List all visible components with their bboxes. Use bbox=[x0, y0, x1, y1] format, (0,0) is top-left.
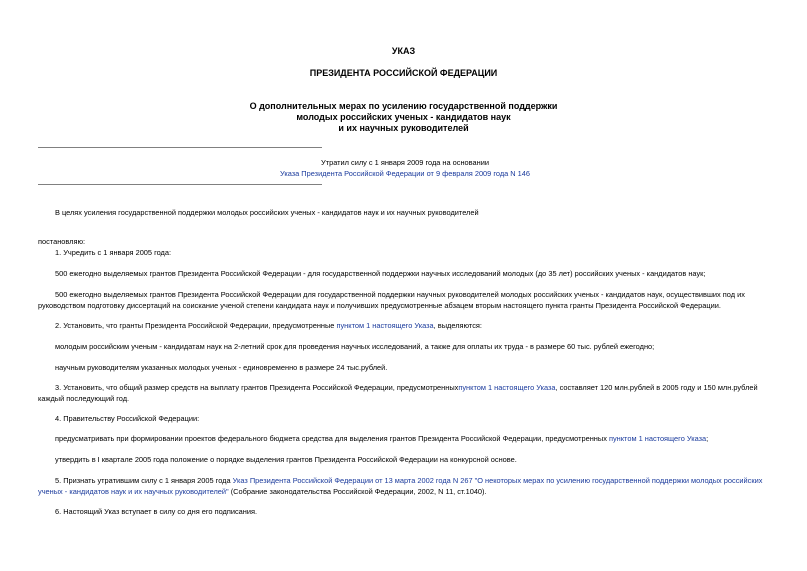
bottom-divider bbox=[38, 184, 322, 185]
paragraph-5-text-end: (Собрание законодательства Российской Федерации, 2002, N 11, ст.1040). bbox=[228, 486, 487, 496]
paragraph-4a-text-end: ; bbox=[706, 434, 709, 443]
paragraph-2-text-end: , выделяются: bbox=[433, 321, 482, 330]
status-note bbox=[250, 157, 560, 179]
intro-paragraph: В целях усиления государственной поддержки молодых российских ученых - кандидатов наук и их научных руководителей bbox=[55, 208, 479, 217]
paragraph-2b: научным руководителям указанных молодых ученых - единовременно в размере 24 тыс.рублей. bbox=[55, 363, 388, 372]
heading-line: и их научных руководителей bbox=[338, 123, 469, 133]
document-title: УКАЗ bbox=[391, 46, 416, 56]
paragraph-5-text: 5. Признать утратившим силу с 1 января 2005 года bbox=[55, 476, 233, 485]
paragraph-6: 6. Настоящий Указ вступает в силу со дня его подписания. bbox=[55, 507, 258, 516]
heading-line: О дополнительных мерах по усилению государственной поддержки bbox=[249, 101, 558, 111]
paragraph-3 bbox=[38, 383, 772, 404]
status-note-text: Утратил силу с 1 января 2009 года на основании bbox=[321, 158, 489, 167]
document-subtitle: ПРЕЗИДЕНТА РОССИЙСКОЙ ФЕДЕРАЦИИ bbox=[309, 68, 498, 78]
paragraph-4a bbox=[38, 434, 772, 445]
paragraph-5 bbox=[38, 476, 772, 497]
paragraph-4a-text: предусматривать при формировании проектов федерального бюджета средства для выделения грантов Президента Российской Федерации, предусмотренных bbox=[55, 434, 609, 443]
paragraph-3-link[interactable]: пунктом 1 настоящего Указа bbox=[458, 383, 556, 392]
paragraph-3-text-end: , составляет 120 млн.рублей в 2005 году и 150 млн.рублей каждый последующий год. bbox=[38, 383, 758, 403]
paragraph-1: 1. Учредить с 1 января 2005 года: bbox=[55, 248, 172, 257]
top-divider bbox=[38, 147, 322, 148]
paragraph-2-link[interactable]: пунктом 1 настоящего Указа bbox=[336, 321, 434, 330]
document-heading bbox=[0, 101, 807, 134]
decree-word: постановляю: bbox=[38, 237, 86, 246]
paragraph-5-link[interactable]: Указ Президента Российской Федерации от 13 марта 2002 года N 267 "О некоторых мерах по усилению государственной поддержки молодых российских ученых - кандидатов наук и их научных руководителей" bbox=[38, 476, 763, 496]
paragraph-4b: утвердить в I квартале 2005 года положение о порядке выделения грантов Президента Российской Федерации на конкурсной основе. bbox=[55, 455, 517, 464]
paragraph-1b: 500 ежегодно выделяемых грантов Президента Российской Федерации для государственной поддержки научных руководителей молодых российских ученых - кандидатов наук, осуществивших под их руководством подготовку диссертаций на соискание ученой степени кандидата наук и получивших предусмотренные абзацем вторым настоящего пункта гранты Президента Российской Федерации. bbox=[38, 290, 745, 310]
heading-line: молодых российских ученых - кандидатов наук bbox=[296, 112, 511, 122]
paragraph-2-text: 2. Установить, что гранты Президента Российской Федерации, предусмотренные bbox=[55, 321, 337, 330]
paragraph-3-text: 3. Установить, что общий размер средств на выплату грантов Президента Российской Федерации, предусмотренных bbox=[55, 383, 459, 392]
paragraph-4: 4. Правительству Российской Федерации: bbox=[55, 414, 200, 423]
paragraph-4a-link[interactable]: пунктом 1 настоящего Указа bbox=[608, 434, 707, 443]
paragraph-2a: молодым российским ученым - кандидатам наук на 2-летний срок для проведения научных исследований, а также для оплаты их труда - в размере 60 тыс. рублей ежегодно; bbox=[55, 342, 655, 351]
paragraph-2 bbox=[38, 321, 772, 332]
status-note-link[interactable]: Указа Президента Российской Федерации от 9 февраля 2009 года N 146 bbox=[279, 169, 531, 178]
paragraph-1a: 500 ежегодно выделяемых грантов Президента Российской Федерации - для государственной поддержки научных исследований молодых (до 35 лет) российских ученых - кандидатов наук; bbox=[55, 269, 706, 278]
